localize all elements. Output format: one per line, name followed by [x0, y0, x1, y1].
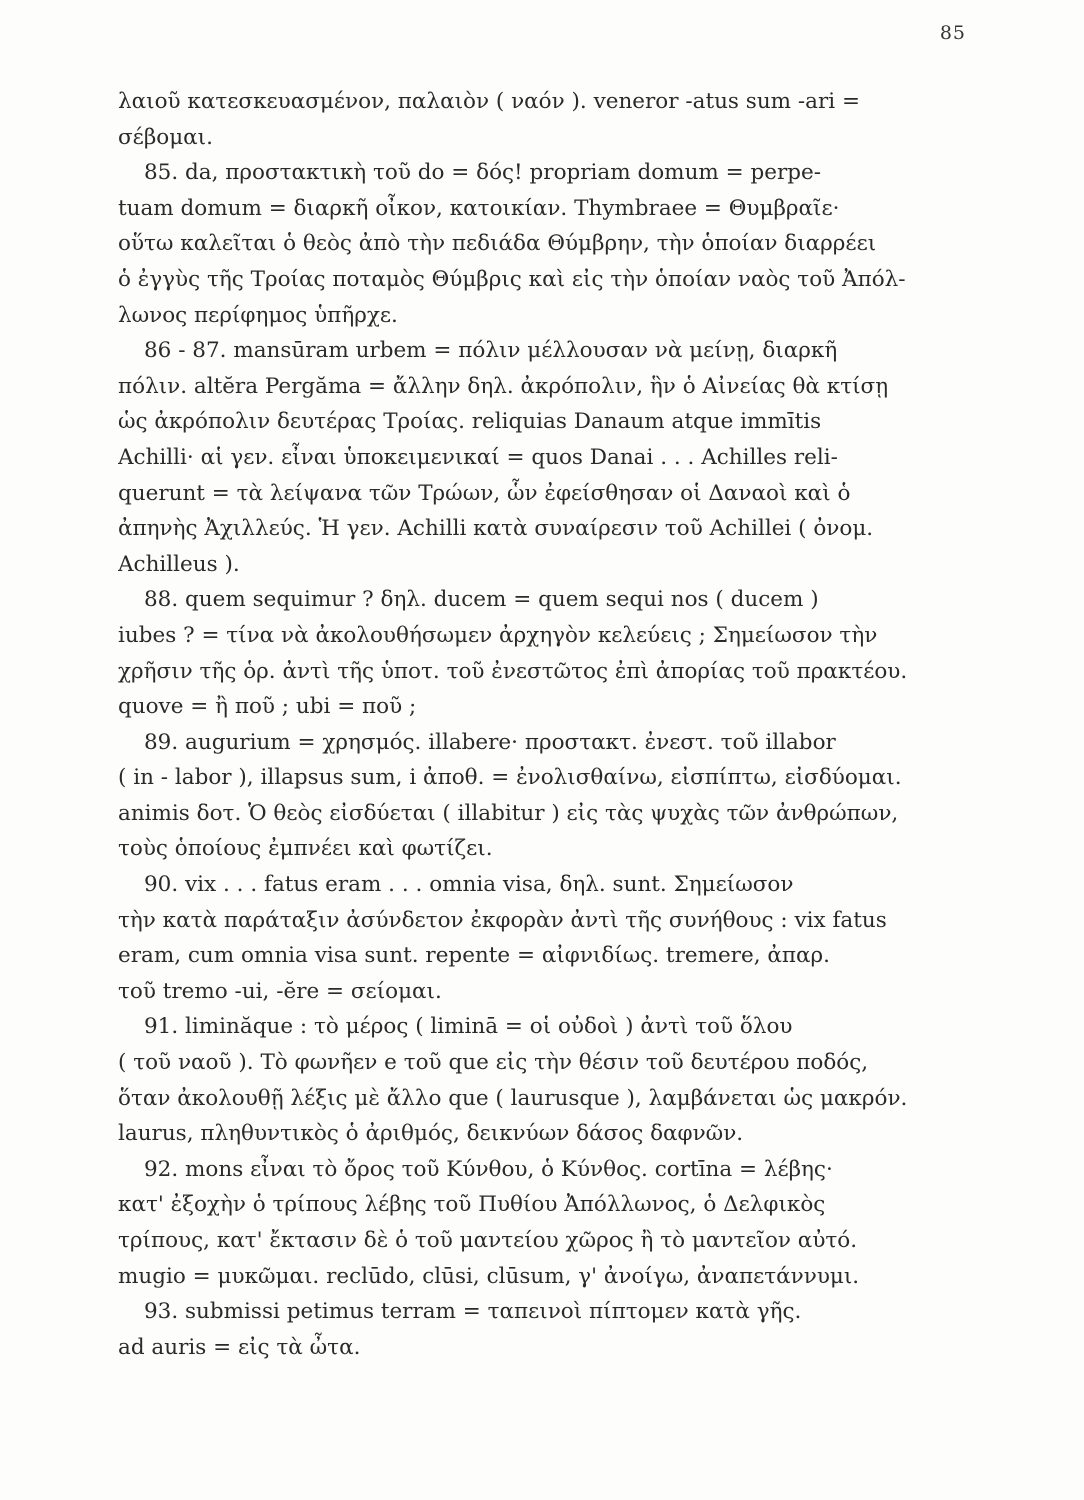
text-line: 88. quem sequimur ? δηλ. ducem = quem sequi nos ( ducem )	[144, 587, 819, 613]
text-line: οὕτω καλεῖται ὁ θεὸς ἀπὸ τὴν πεδιάδα Θύμβρην, τὴν ὁποίαν διαρρέει	[118, 231, 877, 257]
text-line: λωνος περίφημος ὑπῆρχε.	[118, 302, 398, 328]
text-line: τὴν κατὰ παράταξιν ἀσύνδετον ἐκφορὰν ἀντὶ τῆς συνήθους : vix fatus	[118, 907, 887, 933]
text-line: χρῆσιν τῆς ὁρ. ἀντὶ τῆς ὑποτ. τοῦ ἐνεστῶτος ἐπὶ ἀπορίας τοῦ πρακτέου.	[118, 658, 908, 684]
text-line: 93. submissi petimus terram = ταπεινοὶ πίπτομεν κατὰ γῆς.	[144, 1299, 802, 1325]
text-line: 86 - 87. mansūram urbem = πόλιν μέλλουσαν νὰ μείνῃ, διαρκῆ	[144, 338, 838, 364]
text-line: λαιοῦ κατεσκευασμένον, παλαιὸν ( ναόν ). veneror -atus sum -ari =	[118, 89, 860, 114]
text-line: ἀπηνὴς Ἀχιλλεύς. Ἡ γεν. Achilli κατὰ συναίρεσιν τοῦ Achillei ( ὀνομ.	[118, 516, 874, 542]
text-line: tuam domum = διαρκῆ οἶκον, κατοικίαν. Thymbraee = Θυμβραῖε·	[118, 195, 840, 221]
text-line: σέβομαι.	[118, 124, 213, 150]
text-line: πόλιν. altĕra Pergăma = ἄλλην δηλ. ἀκρόπολιν, ἣν ὁ Αἰνείας θὰ κτίσῃ	[118, 373, 889, 399]
text-line: ad auris = εἰς τὰ ὦτα.	[118, 1334, 361, 1360]
text-line: ὅταν ἀκολουθῇ λέξις μὲ ἄλλο que ( laurusque ), λαμβάνεται ὡς μακρόν.	[118, 1085, 908, 1111]
text-line: 90. vix . . . fatus eram . . . omnia visa, δηλ. sunt. Σημείωσον	[144, 872, 794, 898]
text-line: quove = ἢ ποῦ ; ubi = ποῦ ;	[118, 694, 417, 720]
text-line: querunt = τὰ λείψανα τῶν Τρώων, ὧν ἐφείσθησαν οἱ Δαναοὶ καὶ ὁ	[118, 480, 851, 506]
page-number: 85	[939, 22, 966, 44]
text-line: τοὺς ὁποίους ἐμπνέει καὶ φωτίζει.	[118, 836, 493, 862]
text-line: Achilleus ).	[118, 551, 240, 577]
text-line: 85. da, προστακτικὴ τοῦ do = δός! propriam domum = perpe-	[144, 160, 821, 186]
text-line: 89. augurium = χρησμός. illabere· προστακτ. ἐνεστ. τοῦ illabor	[144, 729, 836, 755]
text-line: ὁ ἐγγὺς τῆς Τροίας ποταμὸς Θύμβρις καὶ εἰς τὴν ὁποίαν ναὸς τοῦ Ἀπόλ-	[118, 266, 906, 292]
text-line: ( in - labor ), illapsus sum, i ἀποθ. = ἐνολισθαίνω, εἰσπίπτω, εἰσδύομαι.	[118, 765, 902, 791]
text-line: 92. mons εἶναι τὸ ὄρος τοῦ Κύνθου, ὁ Κύνθος. cortīna = λέβης·	[144, 1156, 833, 1182]
text-line: 91. liminăque : τὸ μέρος ( liminā = οἱ οὐδοὶ ) ἀντὶ τοῦ ὅλου	[144, 1014, 793, 1040]
text-line: laurus, πληθυντικὸς ὁ ἀριθμός, δεικνύων δάσος δαφνῶν.	[118, 1121, 744, 1147]
text-line: τρίπους, κατ' ἔκτασιν δὲ ὁ τοῦ μαντείου χῶρος ἢ τὸ μαντεῖον αὐτό.	[118, 1228, 858, 1253]
text-line: κατ' ἐξοχὴν ὁ τρίπους λέβης τοῦ Πυθίου Ἀπόλλωνος, ὁ Δελφικὸς	[118, 1192, 826, 1218]
text-line: mugio = μυκῶμαι. reclūdo, clūsi, clūsum, γ' ἀνοίγω, ἀναπετάννυμι.	[118, 1263, 860, 1289]
text-line: ὡς ἀκρόπολιν δευτέρας Τροίας. reliquias Danaum atque immītis	[118, 409, 822, 435]
text-line: eram, cum omnia visa sunt. repente = αἰφνιδίως. tremere, ἀπαρ.	[118, 943, 830, 969]
text-line: Achilli· αἱ γεν. εἶναι ὑποκειμενικαί = quos Danai . . . Achilles reli-	[118, 444, 838, 470]
text-line: animis δοτ. Ὁ θεὸς εἰσδύεται ( illabitur ) εἰς τὰς ψυχὰς τῶν ἀνθρώπων,	[118, 800, 899, 826]
text-line: τοῦ tremo -ui, -ĕre = σείομαι.	[118, 978, 442, 1004]
text-line: iubes ? = τίνα νὰ ἀκολουθήσωμεν ἀρχηγὸν κελεύεις ; Σημείωσον τὴν	[118, 622, 878, 648]
commentary-text	[118, 84, 958, 1365]
text-line: ( τοῦ ναοῦ ). Τὸ φωνῆεν e τοῦ que εἰς τὴν θέσιν τοῦ δευτέρου ποδός,	[118, 1050, 869, 1076]
